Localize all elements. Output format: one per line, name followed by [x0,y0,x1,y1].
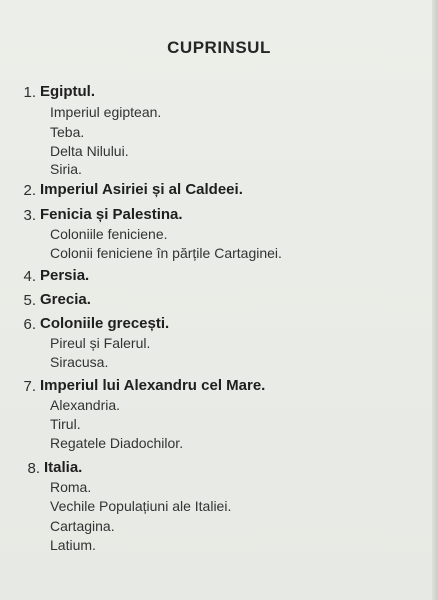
toc-subitem: Roma. [50,479,92,495]
toc-subitem: Tirul. [50,416,81,432]
toc-entry-number: 8. [27,460,40,477]
toc-entry-heading: Imperiul lui Alexandru cel Mare. [40,377,266,394]
toc-entry-number: 7. [23,378,36,395]
toc-entry-number: 5. [23,292,36,309]
toc-entry-number: 6. [23,316,36,333]
toc-entry-number: 2. [23,182,36,199]
toc-subitem: Coloniile feniciene. [50,226,168,242]
toc-subitem: Siria. [50,161,82,177]
toc-subitem: Siracusa. [50,354,109,370]
toc-entry-number: 3. [23,207,36,224]
toc-subitem: Alexandria. [50,397,121,413]
toc-subitem: Colonii feniciene în părțile Cartaginei. [50,245,282,261]
toc-entry-heading: Italia. [44,459,83,476]
toc-entry-heading: Grecia. [40,291,91,308]
toc-subitem: Imperiul egiptean. [50,104,162,120]
toc-subitem: Latium. [50,537,96,553]
toc-subitem: Regatele Diadochilor. [50,435,184,451]
toc-entry-heading: Persia. [40,267,90,284]
toc-entry-number: 1. [23,84,36,101]
toc-entry-heading: Fenicia și Palestina. [40,206,183,223]
toc-entry-heading: Coloniile grecești. [40,315,170,332]
toc-subitem: Teba. [50,124,85,140]
toc-entry-heading: Imperiul Asiriei și al Caldeei. [40,181,243,198]
toc-entry-number: 4. [23,268,36,285]
page-title: CUPRINSUL [167,38,271,57]
toc-subitem: Pireul și Falerul. [50,335,151,351]
toc-subitem: Cartagina. [50,518,115,534]
toc-entry-heading: Egiptul. [40,83,95,100]
toc-subitem: Vechile Populațiuni ale Italiei. [50,498,232,514]
toc-subitem: Delta Nilului. [50,143,129,159]
page-edge-shadow [432,0,438,600]
